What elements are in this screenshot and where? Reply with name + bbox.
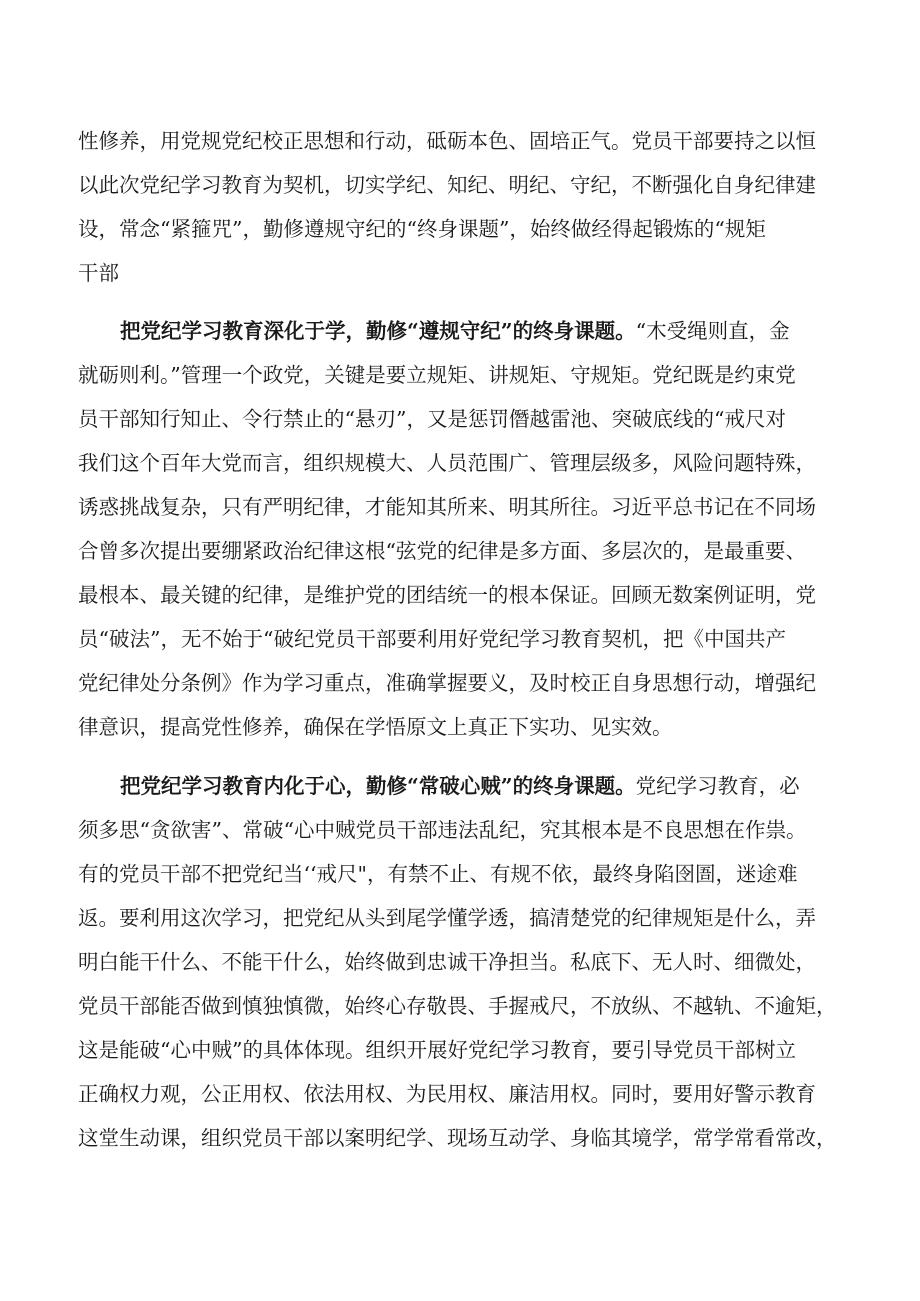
paragraph-2-line: 最根本、最关键的纪律，是维护党的团结统一的根本保证。回顾无数案例证明，党 — [78, 583, 816, 607]
paragraph-3-line: 有的党员干部不把党纪当‘‘戒尺"，有禁不止、有规不依，最终身陷囹圄，迷途难 — [78, 862, 798, 886]
paragraph-2-lead-heading: 把党纪学习教育深化于学，勤修“遵规守纪”的终身课题。 — [120, 319, 636, 343]
paragraph-3-line: 这是能破“心中贼”的具体体现。组织开展好党纪学习教育，要引导党员干部树立 — [78, 1038, 796, 1062]
paragraph-2-line: 律意识，提高党性修养，确保在学悟原文上真正下实功、见实效。 — [78, 715, 673, 739]
paragraph-3-line: 这堂生动课，组织党员干部以案明纪学、现场互动学、身临其境学，常学常看常改， — [78, 1126, 837, 1150]
paragraph-3-line — [120, 771, 868, 801]
paragraph-3-line: 明白能干什么、不能干什么，始终做到忠诚干净担当。私底下、无人时、细微处， — [78, 950, 816, 974]
paragraph-1-line: 以此次党纪学习教育为契机，切实学纪、知纪、明纪、守纪，不断强化自身纪律建 — [78, 173, 816, 197]
paragraph-1-line: 性修养，用党规党纪校正思想和行动，砥砺本色、固培正气。党员干部要持之以恒 — [78, 129, 816, 153]
paragraph-2-line: 就砺则利。”管理一个政党，关键是要立规矩、讲规矩、守规矩。党纪既是约束党 — [78, 363, 796, 387]
paragraph-3-line: 须多思“贪欲害”、常破“心中贼党员干部违法乱纪，究其根本是不良思想在作祟。 — [78, 818, 807, 842]
paragraph-3-lead-text: 党纪学习教育，必 — [635, 774, 800, 798]
paragraph-3-line: 正确权力观，公正用权、依法用权、为民用权、廉洁用权。同时，要用好警示教育 — [78, 1082, 816, 1106]
paragraph-3-line: 返。要利用这次学习，把党纪从头到尾学懂学透，搞清楚党的纪律规矩是什么，弄 — [78, 906, 816, 930]
paragraph-2-line: 党纪律处分条例》作为学习重点，准确掌握要义，及时校正自身思想行动，增强纪 — [78, 671, 816, 695]
paragraph-3-line: 党员干部能否做到慎独慎微，始终心存敬畏、手握戒尺，不放纵、不越轨、不逾矩， — [78, 994, 837, 1018]
paragraph-3-lead-heading: 把党纪学习教育内化于心，勤修“常破心贼”的终身课题。 — [120, 774, 636, 798]
paragraph-2-line: 我们这个百年大党而言，组织规模大、人员范围广、管理层级多，风险问题特殊， — [78, 451, 816, 475]
paragraph-2-lead-text: “木受绳则直，金 — [635, 319, 790, 343]
paragraph-1-line: 干部 — [78, 261, 119, 285]
paragraph-2-line: 员“破法”，无不始于“破纪党员干部要利用好党纪学习教育契机，把《中国共产 — [78, 627, 786, 651]
paragraph-2-line — [120, 316, 868, 346]
paragraph-2-line: 诱惑挑战复杂，只有严明纪律，才能知其所来、明其所往。习近平总书记在不同场 — [78, 495, 816, 519]
paragraph-2-line: 合曾多次提出要绷紧政治纪律这根“弦党的纪律是多方面、多层次的，是最重要、 — [78, 539, 806, 563]
paragraph-2-line: 员干部知行知止、令行禁止的“悬刃”，又是惩罚僭越雷池、突破底线的“戒尺对 — [78, 407, 786, 431]
paragraph-1-line: 设，常念“紧箍咒”，勤修遵规守纪的“终身课题”，始终做经得起锻炼的“规矩 — [78, 217, 766, 241]
